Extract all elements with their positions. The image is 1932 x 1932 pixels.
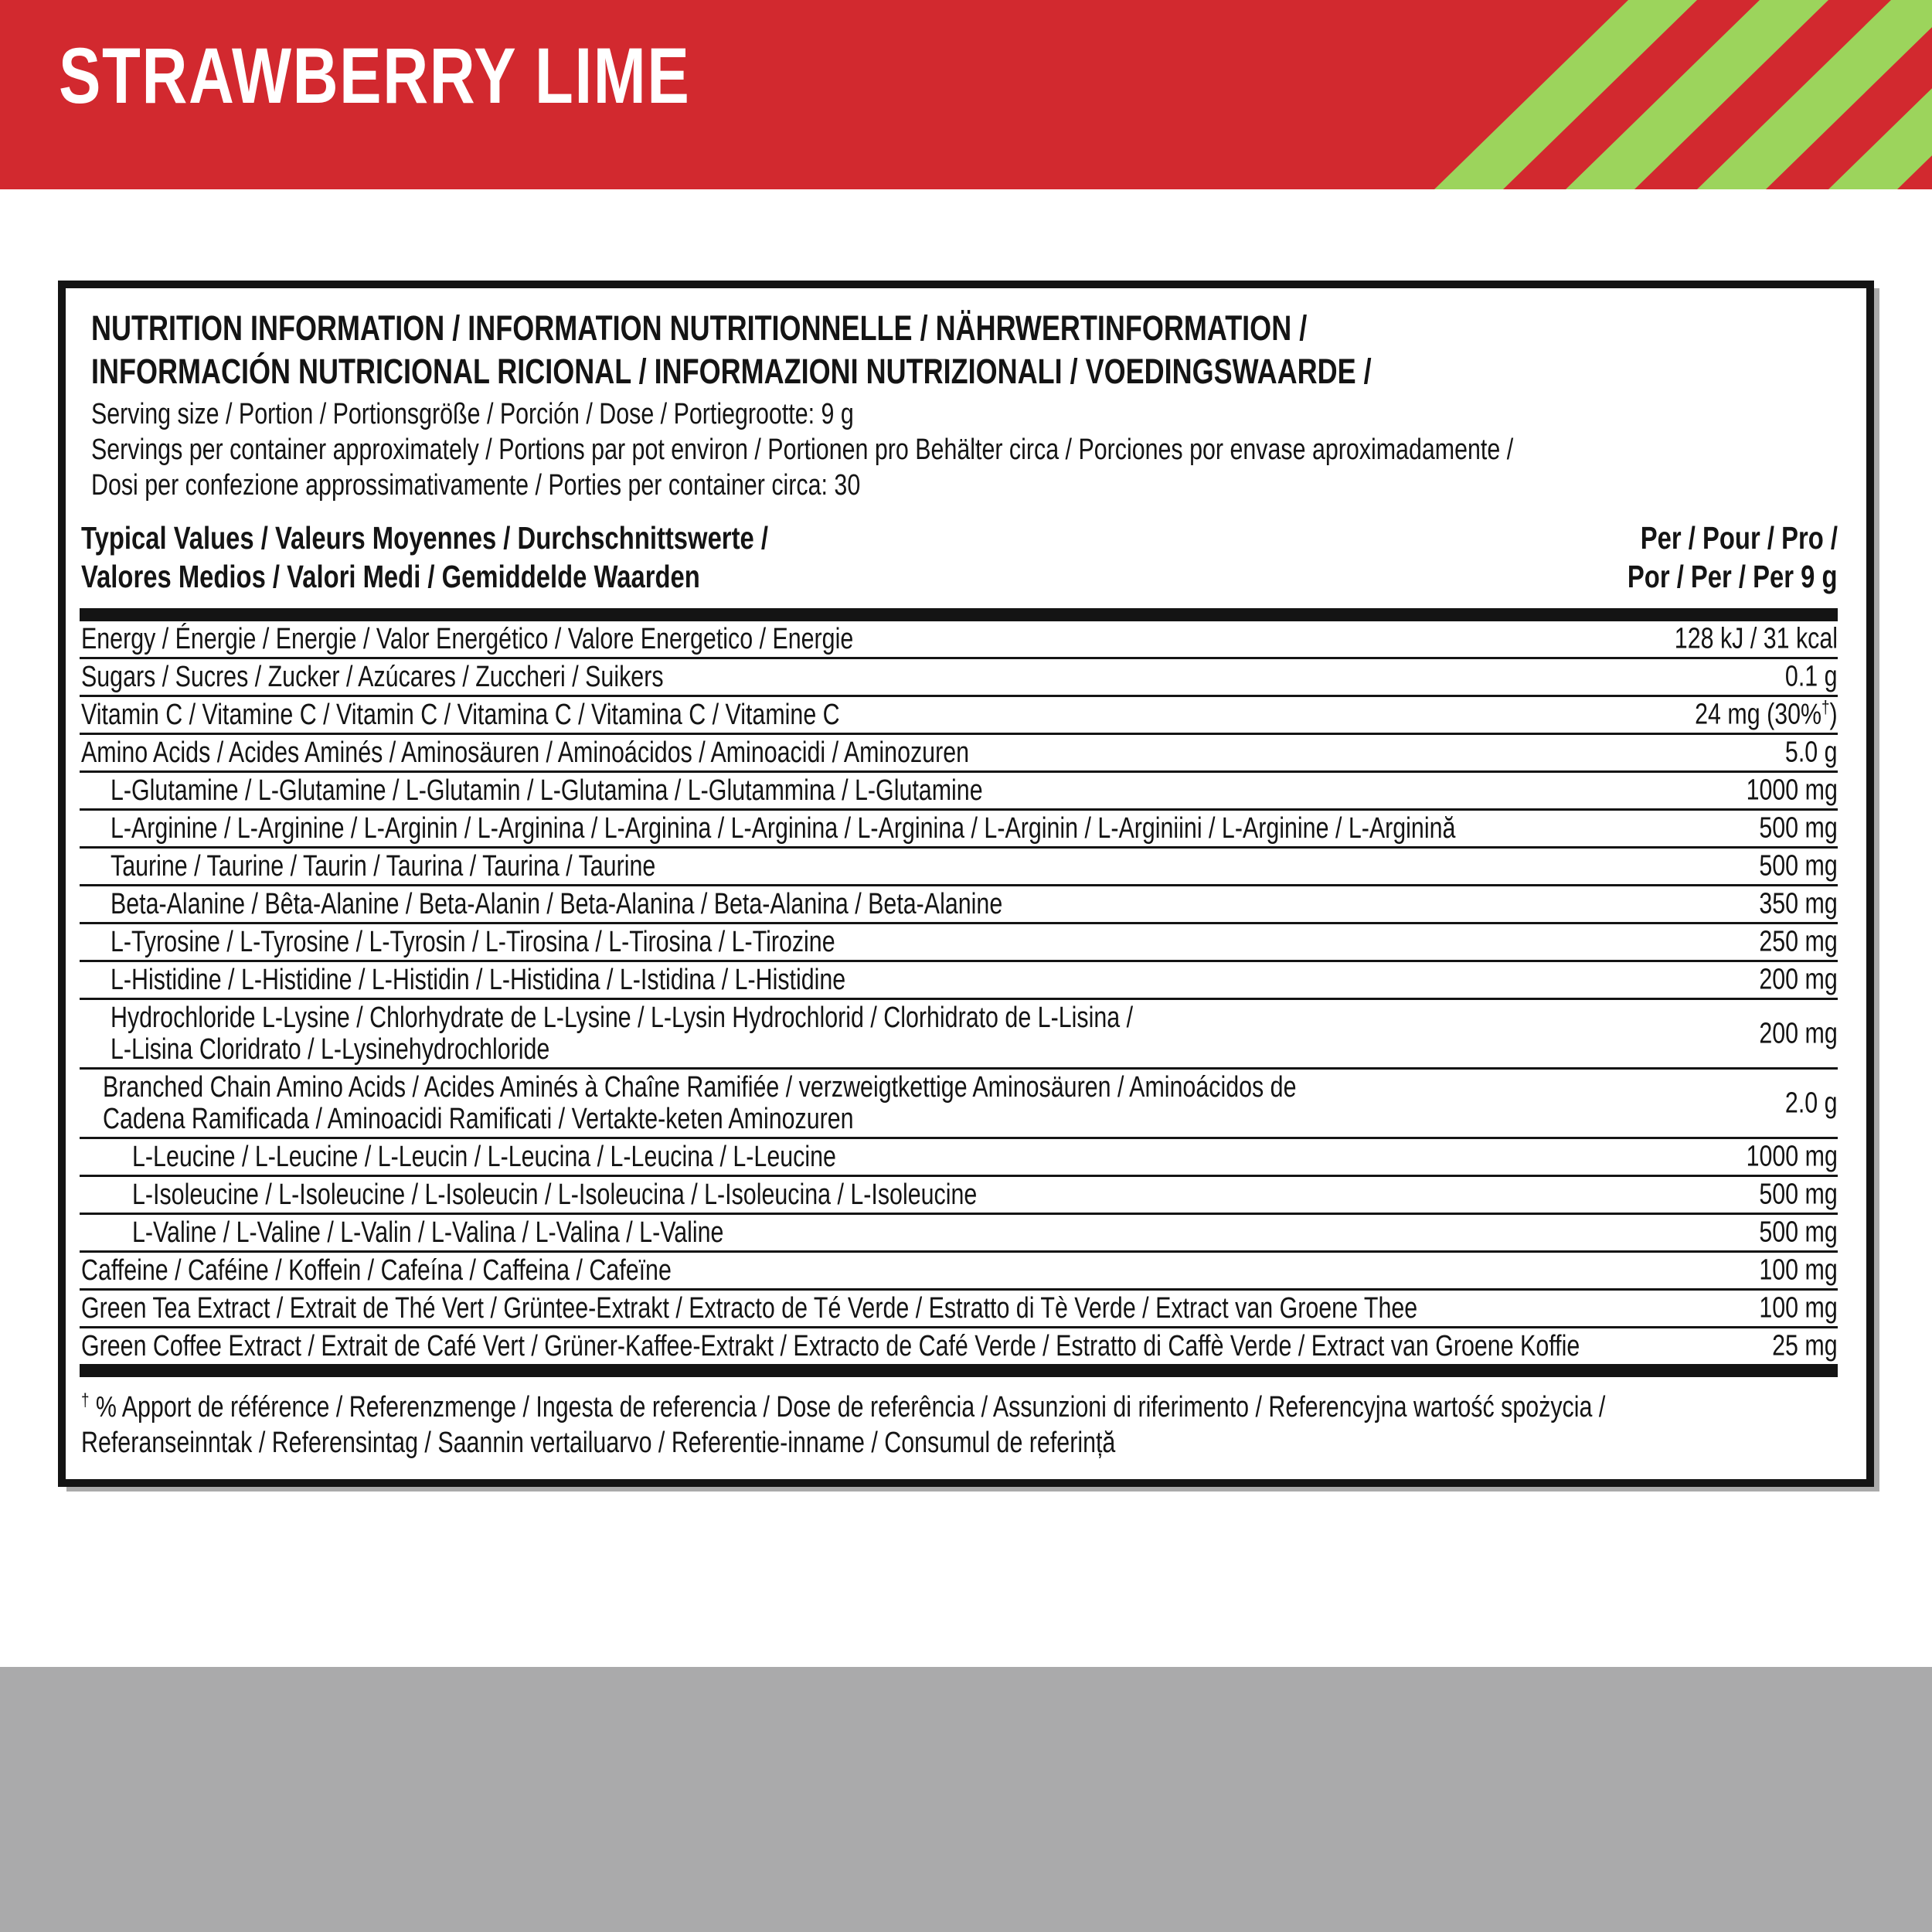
row-name: Sugars / Sucres / Zucker / Azúcares / Zuccheri / Suikers [81, 661, 664, 693]
row-name: L-Arginine / L-Arginine / L-Arginin / L-Arginina / L-Arginina / L-Arginina / L-Arginina / L-Arginin / L-Arginiini / L-Arginine / L-Arginină [111, 812, 1456, 845]
panel-title-line-2: INFORMACIÓN NUTRICIONAL RICIONAL / INFORMAZIONI NUTRIZIONALI / VOEDINGSWAARDE / [91, 352, 1372, 391]
table-row [80, 1070, 1838, 1139]
row-value: 25 mg [1772, 1329, 1838, 1362]
row-name: L-Tyrosine / L-Tyrosine / L-Tyrosin / L-Tirosina / L-Tirosina / L-Tirozine [111, 926, 835, 958]
table-row [80, 1328, 1838, 1364]
row-value: 2.0 g [1785, 1087, 1838, 1119]
row-name: Vitamin C / Vitamine C / Vitamin C / Vitamina C / Vitamina C / Vitamine C [81, 699, 840, 731]
table-row [80, 1291, 1838, 1328]
row-value: 128 kJ / 31 kcal [1674, 622, 1838, 655]
row-name: L-Lisina Cloridrato / L-Lysinehydrochloride [111, 1033, 550, 1066]
row-value: 250 mg [1759, 925, 1838, 958]
footnote-line-2: Referanseinntak / Referensintag / Saannin vertailuarvo / Referentie-inname / Consumul de referință [81, 1427, 1116, 1459]
table-row [80, 773, 1838, 811]
table-row [80, 1177, 1838, 1215]
row-value: 100 mg [1759, 1291, 1838, 1325]
row-name: L-Leucine / L-Leucine / L-Leucin / L-Leucina / L-Leucina / L-Leucine [132, 1141, 836, 1173]
columns-header [81, 519, 1838, 596]
row-name: L-Valine / L-Valine / L-Valin / L-Valina / L-Valina / L-Valine [132, 1216, 724, 1249]
table-row [80, 697, 1838, 735]
row-name: Hydrochloride L-Lysine / Chlorhydrate de L-Lysine / L-Lysin Hydrochlorid / Clorhidrato de L-Lisina / [111, 1002, 1134, 1034]
bottom-gray-band [0, 1667, 1932, 1932]
reference-intake-footnote [81, 1389, 1838, 1461]
servings-per-container-line-2: Dosi per confezione approssimativamente / Porties per container circa: 30 [91, 469, 861, 502]
table-row [80, 659, 1838, 697]
row-value: 350 mg [1759, 887, 1838, 920]
panel-title-line-1: NUTRITION INFORMATION / INFORMATION NUTRITIONNELLE / NÄHRWERTINFORMATION / [91, 308, 1308, 348]
table-row [80, 886, 1838, 924]
footnote-line-1: † % Apport de référence / Referenzmenge / Ingesta de referencia / Dose de referência / Assunzioni di riferimento / Referencyjna wartość spożycia / [81, 1389, 1606, 1423]
nutrition-panel [58, 281, 1874, 1487]
table-row [80, 811, 1838, 849]
row-value: 24 mg (30%†) [1695, 696, 1838, 731]
serving-size-line: Serving size / Portion / Portionsgröße / Porción / Dose / Portiegrootte: 9 g [91, 398, 854, 430]
nutrition-rows [80, 608, 1838, 1377]
row-value: 500 mg [1759, 811, 1838, 845]
row-value: 200 mg [1759, 1017, 1838, 1049]
table-row [80, 849, 1838, 886]
row-value: 100 mg [1759, 1253, 1838, 1287]
table-row [80, 735, 1838, 773]
table-row [80, 1139, 1838, 1177]
row-name: Taurine / Taurine / Taurin / Taurina / Taurina / Taurine [111, 850, 656, 883]
table-row [80, 924, 1838, 962]
row-value: 500 mg [1759, 849, 1838, 883]
row-name: L-Isoleucine / L-Isoleucine / L-Isoleucin / L-Isoleucina / L-Isoleucina / L-Isoleucine [132, 1179, 978, 1211]
row-name: Green Coffee Extract / Extrait de Café Vert / Grüner-Kaffee-Extrakt / Extracto de Café Verde / Estratto di Caffè Verde / Extract van Groene Koffie [81, 1330, 1580, 1362]
row-value: 500 mg [1759, 1178, 1838, 1211]
row-name: Green Tea Extract / Extrait de Thé Vert / Grüntee-Extrakt / Extracto de Té Verde / Estratto di Tè Verde / Extract van Groene Thee [81, 1292, 1418, 1325]
row-name: Beta-Alanine / Bêta-Alanine / Beta-Alanin / Beta-Alanina / Beta-Alanina / Beta-Alanine [111, 888, 1003, 920]
table-row [80, 1000, 1838, 1070]
row-value: 1000 mg [1746, 1140, 1838, 1173]
per-serving-heading: Per / Pour / Pro / Por / Per / Per 9 g [1628, 520, 1838, 594]
row-name: Amino Acids / Acides Aminés / Aminosäuren / Aminoácidos / Aminoacidi / Aminozuren [81, 736, 970, 769]
row-name: Caffeine / Caféine / Koffein / Cafeína / Caffeina / Cafeïne [81, 1254, 672, 1287]
row-value: 5.0 g [1785, 736, 1838, 769]
row-value: 200 mg [1759, 963, 1838, 996]
panel-header [66, 307, 1866, 503]
row-name: Branched Chain Amino Acids / Acides Aminés à Chaîne Ramifiée / verzweigtkettige Aminosäuren / Aminoácidos de [103, 1071, 1297, 1104]
flavor-name: STRAWBERRY LIME [59, 32, 691, 120]
row-value: 1000 mg [1746, 774, 1838, 807]
row-name: L-Glutamine / L-Glutamine / L-Glutamin / L-Glutamina / L-Glutammina / L-Glutamine [111, 774, 983, 807]
row-value: 0.1 g [1785, 660, 1838, 693]
flavor-banner [0, 0, 1932, 189]
typical-values-heading: Typical Values / Valeurs Moyennes / Durchschnittswerte / Valores Medios / Valori Medi / Gemiddelde Waarden [81, 520, 768, 594]
servings-per-container-line-1: Servings per container approximately / Portions par pot environ / Portionen pro Behälter circa / Porciones por envase aproximadamente / [91, 434, 1514, 466]
row-name: Cadena Ramificada / Aminoacidi Ramificati / Vertakte-keten Aminozuren [103, 1103, 854, 1135]
table-row [80, 1253, 1838, 1291]
table-row [80, 1215, 1838, 1253]
table-row [80, 621, 1838, 659]
row-name: L-Histidine / L-Histidine / L-Histidin / L-Histidina / L-Istidina / L-Histidine [111, 964, 846, 996]
table-row [80, 962, 1838, 1000]
row-value: 500 mg [1759, 1216, 1838, 1249]
row-name: Energy / Énergie / Energie / Valor Energético / Valore Energetico / Energie [81, 623, 854, 655]
